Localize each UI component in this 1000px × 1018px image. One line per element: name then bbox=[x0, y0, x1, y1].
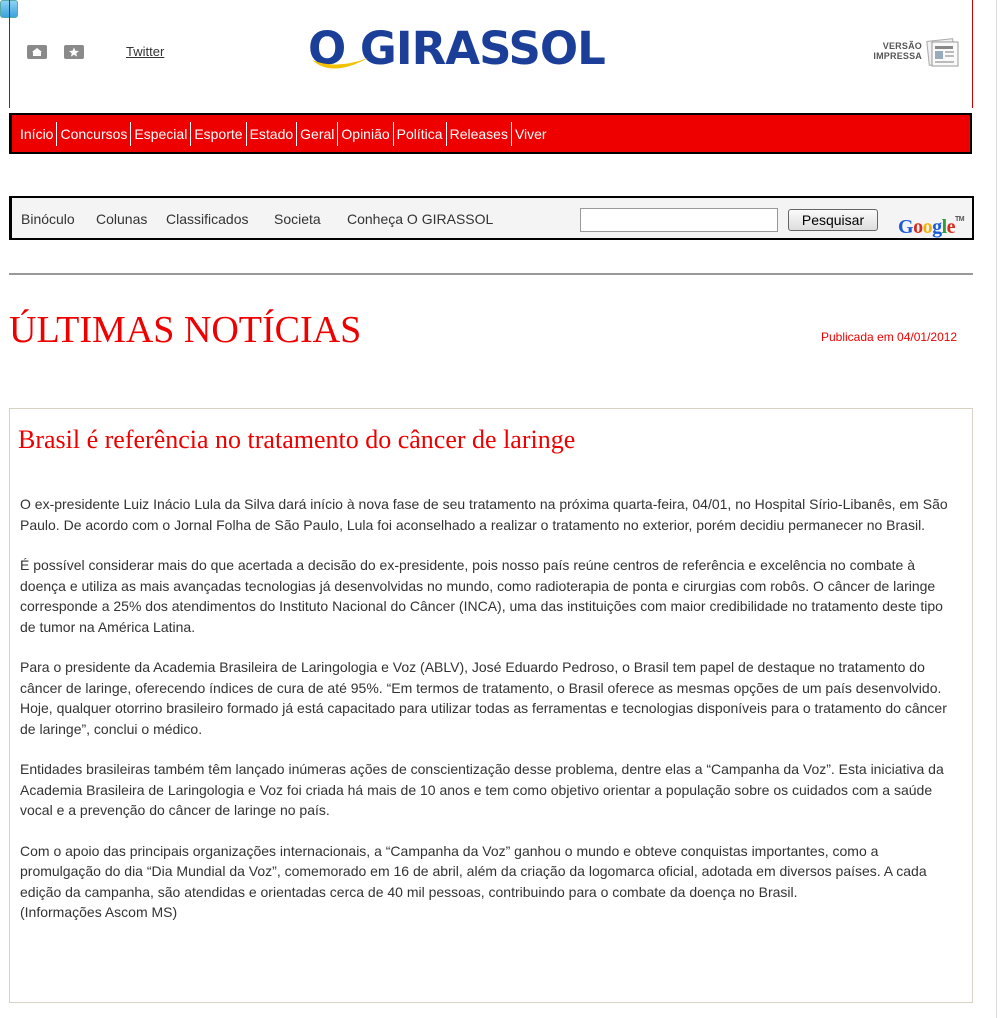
home-icon[interactable] bbox=[27, 43, 47, 61]
sec-nav-conheca[interactable]: Conheça O GIRASSOL bbox=[347, 211, 494, 227]
nav-item-politica[interactable]: Política bbox=[394, 122, 447, 146]
publish-date: Publicada em 04/01/2012 bbox=[821, 330, 958, 344]
nav-item-concursos[interactable]: Concursos bbox=[57, 122, 131, 146]
article-paragraph-1: O ex-presidente Luiz Inácio Lula da Silva dará início à nova fase de seu tratamento na próxima quarta-feira, 04/01, no Hospital Sírio-Libanês, em São Paulo. De acordo com o Jornal Folha de São Paulo, Lula foi aconselhado a realizar o tratamento no exterior, porém decidiu permanecer no Brasil. bbox=[20, 496, 948, 533]
logo-text: O GIRASSOL bbox=[308, 22, 605, 75]
article-paragraph-5: Com o apoio das principais organizações internacionais, a “Campanha da Voz” ganhou o mundo e obteve conquistas importantes, como a promulgação do dia “Dia Mundial da Voz”, comemorado em 16 de abril, além da criação da logomarca oficial, adotada em diversos países. A cada edição da campanha, são atendidas e orientadas cerca de 40 mil pessoas, contribuindo para o combate da doença no Brasil. bbox=[20, 842, 927, 900]
twitter-link[interactable]: Twitter bbox=[126, 44, 165, 59]
search-button[interactable]: Pesquisar bbox=[788, 209, 878, 231]
print-version-link[interactable] bbox=[866, 38, 962, 72]
nav-item-viver[interactable]: Viver bbox=[514, 125, 547, 142]
sec-nav-colunas[interactable]: Colunas bbox=[96, 211, 148, 227]
nav-item-estado[interactable]: Estado bbox=[247, 122, 298, 146]
nav-item-geral[interactable]: Geral bbox=[297, 122, 338, 146]
sec-nav-societa[interactable]: Societa bbox=[274, 211, 321, 227]
nav-item-especial[interactable]: Especial bbox=[131, 122, 191, 146]
logo-swoosh-icon bbox=[310, 52, 370, 78]
article-paragraph-2: É possível considerar mais do que acertada a decisão do ex-presidente, pois nosso país reúne centros de referência e excelência no combate à doença e utiliza as mais avançadas tecnologias já desenvolvidas no mundo, como radioterapia de ponta e cirurgias com robôs. O câncer de laringe corresponde a 25% dos atendimentos do Instituto Nacional do Câncer (INCA), uma das instituições com maior credibilidade no tratamento deste tipo de tumor na América Latina. bbox=[20, 557, 943, 635]
article-title: Brasil é referência no tratamento do câncer de laringe bbox=[18, 425, 576, 454]
header-frame-left bbox=[9, 0, 10, 108]
sec-nav-binoculo[interactable]: Binóculo bbox=[21, 211, 75, 227]
nav-item-esporte[interactable]: Esporte bbox=[191, 122, 246, 146]
nav-item-releases[interactable]: Releases bbox=[447, 122, 512, 146]
section-title: ÚLTIMAS NOTÍCIAS bbox=[9, 309, 362, 351]
site-logo[interactable] bbox=[308, 22, 698, 82]
sec-nav-classificados[interactable]: Classificados bbox=[166, 211, 249, 227]
search-input[interactable] bbox=[580, 208, 778, 232]
secondary-nav bbox=[9, 196, 974, 240]
main-nav bbox=[9, 113, 972, 154]
print-version-label: VERSÃO IMPRESSA bbox=[873, 41, 922, 61]
header-frame-right bbox=[972, 0, 973, 108]
article-source: (Informações Ascom MS) bbox=[20, 904, 178, 920]
section-divider bbox=[9, 273, 973, 275]
article-box bbox=[9, 408, 973, 1003]
article-paragraph-3: Para o presidente da Academia Brasileira de Laringologia e Voz (ABLV), José Eduardo Pedroso, o Brasil tem papel de destaque no tratamento do câncer de laringe, oferecendo índices de cura de até 95%. “Em termos de tratamento, o Brasil oferece as mesmas opções de um país desenvolvido. Hoje, qualquer otorrino brasileiro formado já está capacitado para utilizar todas as ferramentas e tecnologias disponíveis para o tratamento do câncer de laringe”, conclui o médico. bbox=[20, 659, 947, 737]
nav-item-inicio[interactable]: Início bbox=[12, 122, 57, 146]
star-icon[interactable] bbox=[64, 43, 84, 61]
newspaper-icon bbox=[926, 38, 960, 68]
article-paragraph-4: Entidades brasileiras também têm lançado inúmeras ações de conscientização desse problema, dentre elas a “Campanha da Voz”. Esta iniciativa da Academia Brasileira de Laringologia e Voz foi criada há mais de 10 anos e tem como objetivo orientar a população sobre os cuidados com a saúde vocal e a prevenção do câncer de laringe no país. bbox=[20, 761, 944, 818]
article-body bbox=[20, 494, 950, 943]
google-logo: Google™ bbox=[898, 216, 965, 238]
page-edge bbox=[996, 0, 997, 1018]
nav-item-opiniao[interactable]: Opinião bbox=[338, 122, 393, 146]
